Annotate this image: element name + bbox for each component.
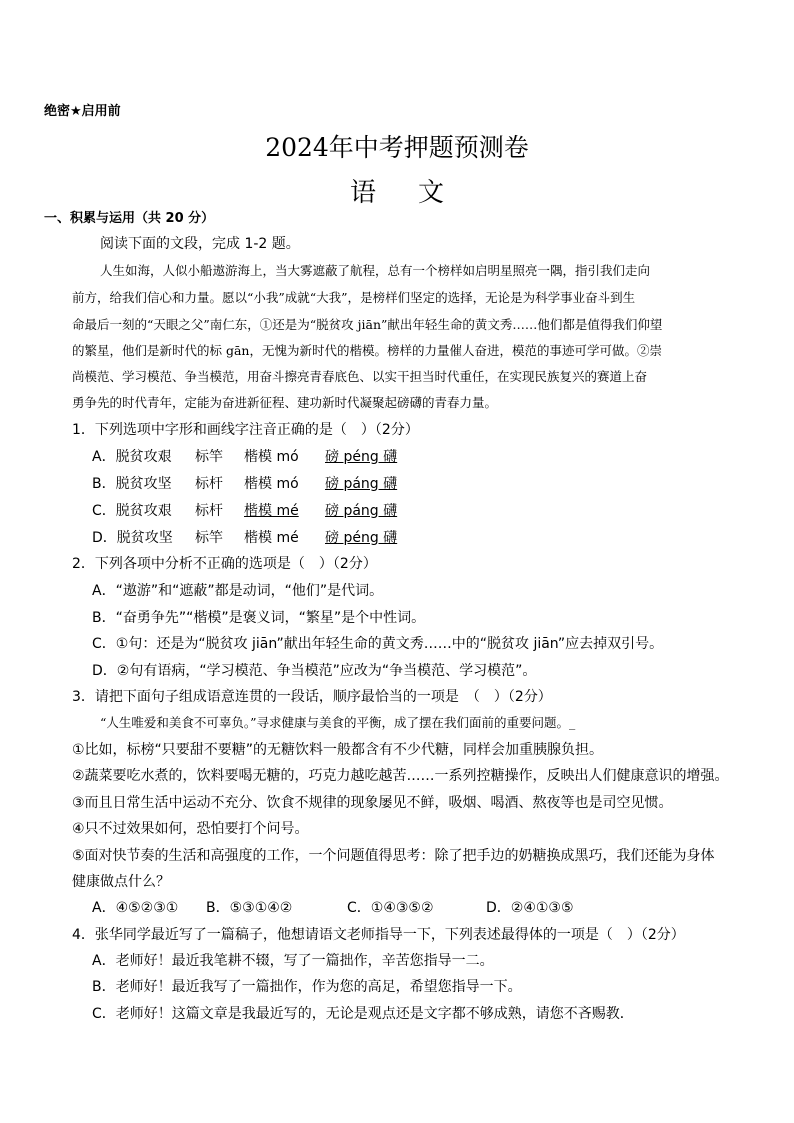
question-1-stem: 1．下列选项中字形和画线字注音正确的是（ ）（2分） xyxy=(72,422,419,438)
option-word: 磅 péng 礴 xyxy=(325,530,398,546)
option-label: A．脱贫攻艰 xyxy=(92,449,172,465)
exam-title: 2024年中考押题预测卷 xyxy=(265,133,529,162)
option-word: 楷模 mé xyxy=(244,530,299,546)
sentence-item: ⑤面对快节奏的生活和高强度的工作，一个问题值得思考：除了把手边的奶糖换成黑巧，我们还能为身体 xyxy=(72,848,715,864)
passage-line: 勇争先的时代青年，定能为奋进新征程、建功新时代凝聚起磅礴的青春力量。 xyxy=(72,395,498,410)
question-3-stem: 3．请把下面句子组成语意连贯的一段话，顺序最恰当的一项是 （ ）（2分） xyxy=(72,689,552,705)
option-b[interactable]: B．“奋勇争先”“楷模”是褒义词，“繁星”是个中性词。 xyxy=(92,610,426,626)
option-word: 磅 páng 礴 xyxy=(325,476,398,492)
option-word: 磅 péng 礴 xyxy=(325,449,398,465)
option-word: 标竿 xyxy=(195,449,223,465)
passage-line: 命最后一刻的“天眼之父”南仁东，①还是为“脱贫攻 jiān”献出年轻生命的黄文秀……他们都是值得我们仰望 xyxy=(72,317,663,332)
reading-intro: 阅读下面的文段，完成 1-2 题。 xyxy=(100,236,300,252)
question-4-stem: 4．张华同学最近写了一篇稿子，他想请语文老师指导一下，下列表述最得体的一项是（ ）（2分） xyxy=(72,927,685,943)
option-b[interactable]: B．老师好！最近我写了一篇拙作，作为您的高足，希望您指导一下。 xyxy=(92,979,522,995)
option-word: 标杆 xyxy=(195,476,223,492)
option-a[interactable]: A．老师好！最近我笔耕不辍，写了一篇拙作，辛苦您指导一二。 xyxy=(92,953,494,969)
subject-title: 语文 xyxy=(349,178,486,208)
question-2-stem: 2．下列各项中分析不正确的选项是（ ）（2分） xyxy=(72,556,377,572)
sentence-item: ①比如，标榜“只要甜不要糖”的无糖饮料一般都含有不少代糖，同样会加重胰腺负担。 xyxy=(72,742,604,758)
passage-line: 前方，给我们信心和力量。愿以“小我”成就“大我”，是榜样们坚定的选择，无论是为科学事业奋斗到生 xyxy=(72,290,636,305)
sentence-item: ④只不过效果如何，恐怕要打个问号。 xyxy=(72,821,309,837)
option-word: 楷模 mé xyxy=(244,503,299,519)
option-c[interactable]: C．①④③⑤② xyxy=(347,900,434,916)
option-d[interactable]: D．②句有语病，“学习模范、争当模范”应改为“争当模范、学习模范”。 xyxy=(92,663,537,679)
option-word: 楷模 mó xyxy=(244,449,299,465)
option-label: D．脱贫攻坚 xyxy=(92,530,173,546)
option-word: 磅 páng 礴 xyxy=(325,503,398,519)
confidential-mark: 绝密★启用前 xyxy=(44,104,121,119)
passage-line: 的繁星，他们是新时代的标 gān，无愧为新时代的楷模。榜样的力量催人奋进，模范的事迹可学可做。②崇 xyxy=(72,343,662,358)
option-a[interactable]: A．④⑤②③① xyxy=(92,900,179,916)
option-word: 楷模 mó xyxy=(244,476,299,492)
sentence-item: ②蔬菜要吃水煮的，饮料要喝无糖的，巧克力越吃越苦……一系列控糖操作，反映出人们健康意识的增强。 xyxy=(72,768,729,784)
question-3-quote: “人生唯爱和美食不可辜负。”寻求健康与美食的平衡，成了摆在我们面前的重要问题。_ xyxy=(100,715,576,730)
option-a[interactable]: A．“遨游”和“遮蔽”都是动词，“他们”是代词。 xyxy=(92,583,384,599)
sentence-item-continuation: 健康做点什么？ xyxy=(72,874,170,890)
passage-line: 人生如海，人似小船遨游海上，当大雾遮蔽了航程，总有一个榜样如启明星照亮一隅，指引我们走向 xyxy=(100,263,651,278)
option-d[interactable]: D．②④①③⑤ xyxy=(486,900,574,916)
option-c[interactable]: C．①句：还是为“脱贫攻 jiān”献出年轻生命的黄文秀……中的“脱贫攻 jiān”应去掉双引号。 xyxy=(92,636,664,652)
option-c[interactable]: C．老师好！这篇文章是我最近写的，无论是观点还是文字都不够成熟，请您不吝赐教． xyxy=(92,1006,634,1022)
passage-line: 尚模范、学习模范、争当模范，用奋斗擦亮青春底色、以实干担当时代重任，在实现民族复兴的赛道上奋 xyxy=(72,369,648,384)
option-word: 标杆 xyxy=(195,503,223,519)
sentence-item: ③而且日常生活中运动不充分、饮食不规律的现象屡见不鲜，吸烟、喝酒、熬夜等也是司空见惯。 xyxy=(72,795,673,811)
option-label: B．脱贫攻坚 xyxy=(92,476,172,492)
option-word: 标竿 xyxy=(195,530,223,546)
option-label: C．脱贫攻艰 xyxy=(92,503,172,519)
section-heading: 一、积累与运用（共 20 分） xyxy=(44,211,215,226)
option-b[interactable]: B．⑤③①④② xyxy=(206,900,293,916)
